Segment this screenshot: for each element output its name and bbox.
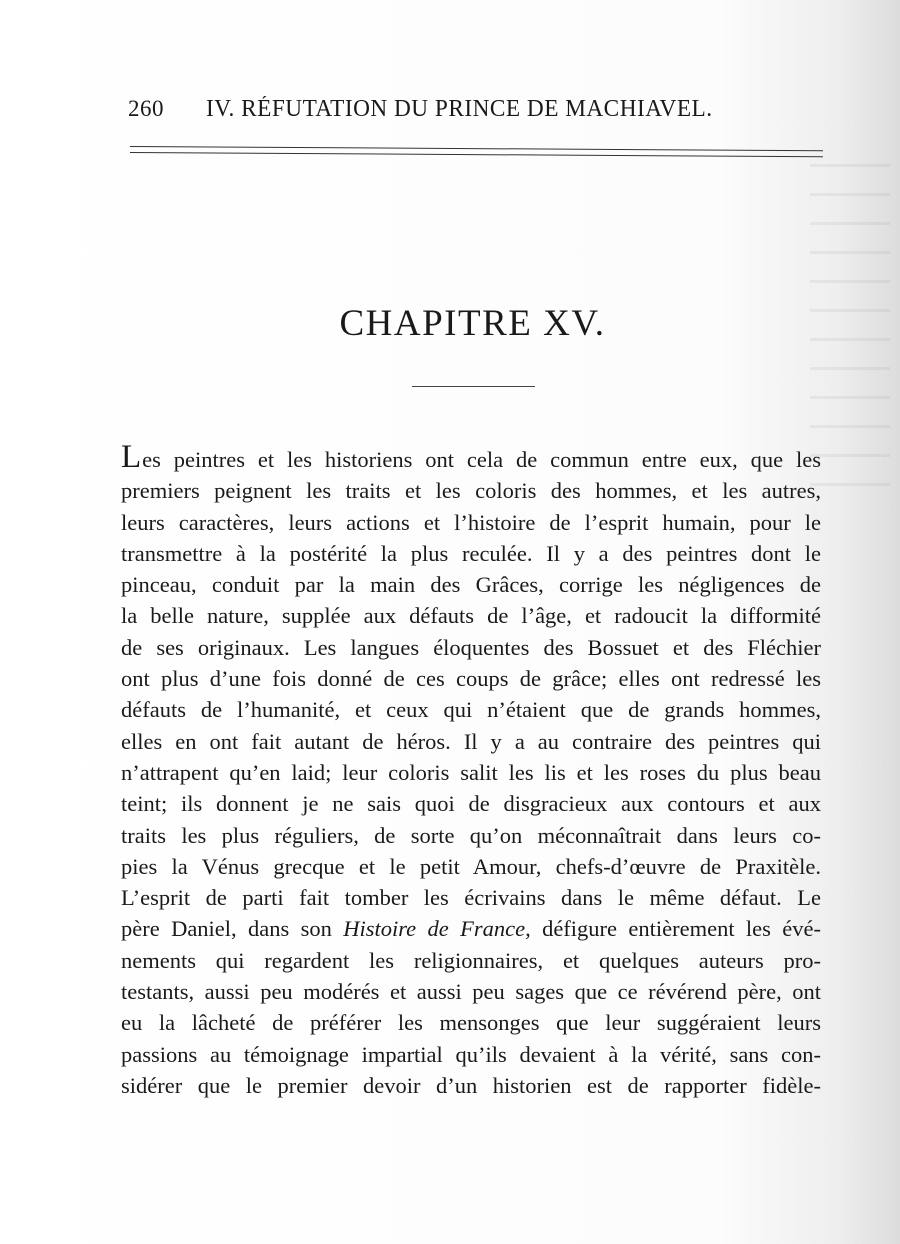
text-line: traits les plus réguliers, de sorte qu’on méconnaîtrait dans leurs co- xyxy=(121,822,821,848)
header-double-rule xyxy=(130,146,823,157)
text-line: L’esprit de parti fait tomber les écrivains dans le même défaut. Le xyxy=(121,885,821,911)
text-line: pinceau, conduit par la main des Grâces, corrige les négligences de xyxy=(121,572,821,598)
chapter-title: CHAPITRE XV. xyxy=(339,303,606,344)
text-line: de ses originaux. Les langues éloquentes des Bossuet et des Fléchier xyxy=(121,634,821,660)
running-head xyxy=(128,96,758,123)
text-line: pies la Vénus grecque et le petit Amour, chefs-d’œuvre de Praxitèle. xyxy=(121,853,821,879)
text-line: testants, aussi peu modérés et aussi peu sages que ce révérend père, ont xyxy=(121,979,821,1005)
book-title-italic: Histoire de France, xyxy=(343,916,531,942)
text-line: n’attrapent qu’en laid; leur coloris salit les lis et les roses du plus beau xyxy=(121,759,821,785)
text-line: nements qui regardent les religionnaires, et quelques auteurs pro- xyxy=(121,947,821,973)
text-line: premiers peignent les traits et les coloris des hommes, et les autres, xyxy=(121,478,821,504)
page-number: 260 xyxy=(128,96,164,121)
text-line: elles en ont fait autant de héros. Il y a au contraire des peintres qui xyxy=(121,728,821,754)
text-line: ont plus d’une fois donné de ces coups de grâce; elles ont redressé les xyxy=(121,666,821,692)
body-text xyxy=(121,439,821,1101)
text-line: père Daniel, dans son Histoire de France, défigure entièrement les évé- xyxy=(121,916,821,942)
text-line: leurs caractères, leurs actions et l’histoire de l’esprit humain, pour le xyxy=(121,509,821,535)
text-line: transmettre à la postérité la plus reculée. Il y a des peintres dont le xyxy=(121,540,821,566)
running-title: IV. RÉFUTATION DU PRINCE DE MACHIAVEL. xyxy=(206,96,713,122)
text-line: sidérer que le premier devoir d’un historien est de rapporter fidèle- xyxy=(121,1072,821,1098)
chapter-rule xyxy=(412,386,535,387)
text-line: teint; ils donnent je ne sais quoi de disgracieux aux contours et aux xyxy=(121,791,821,817)
text-line: passions au témoignage impartial qu’ils devaient à la vérité, sans con- xyxy=(121,1041,821,1067)
text-line: eu la lâcheté de préférer les mensonges que leur suggéraient leurs xyxy=(121,1010,821,1036)
drop-cap: L xyxy=(121,439,142,475)
text-line: Les peintres et les historiens ont cela de commun entre eux, que les xyxy=(121,439,821,475)
text-line: défauts de l’humanité, et ceux qui n’étaient que de grands hommes, xyxy=(121,697,821,723)
text-line: la belle nature, supplée aux défauts de l’âge, et radoucit la difformité xyxy=(121,603,821,629)
